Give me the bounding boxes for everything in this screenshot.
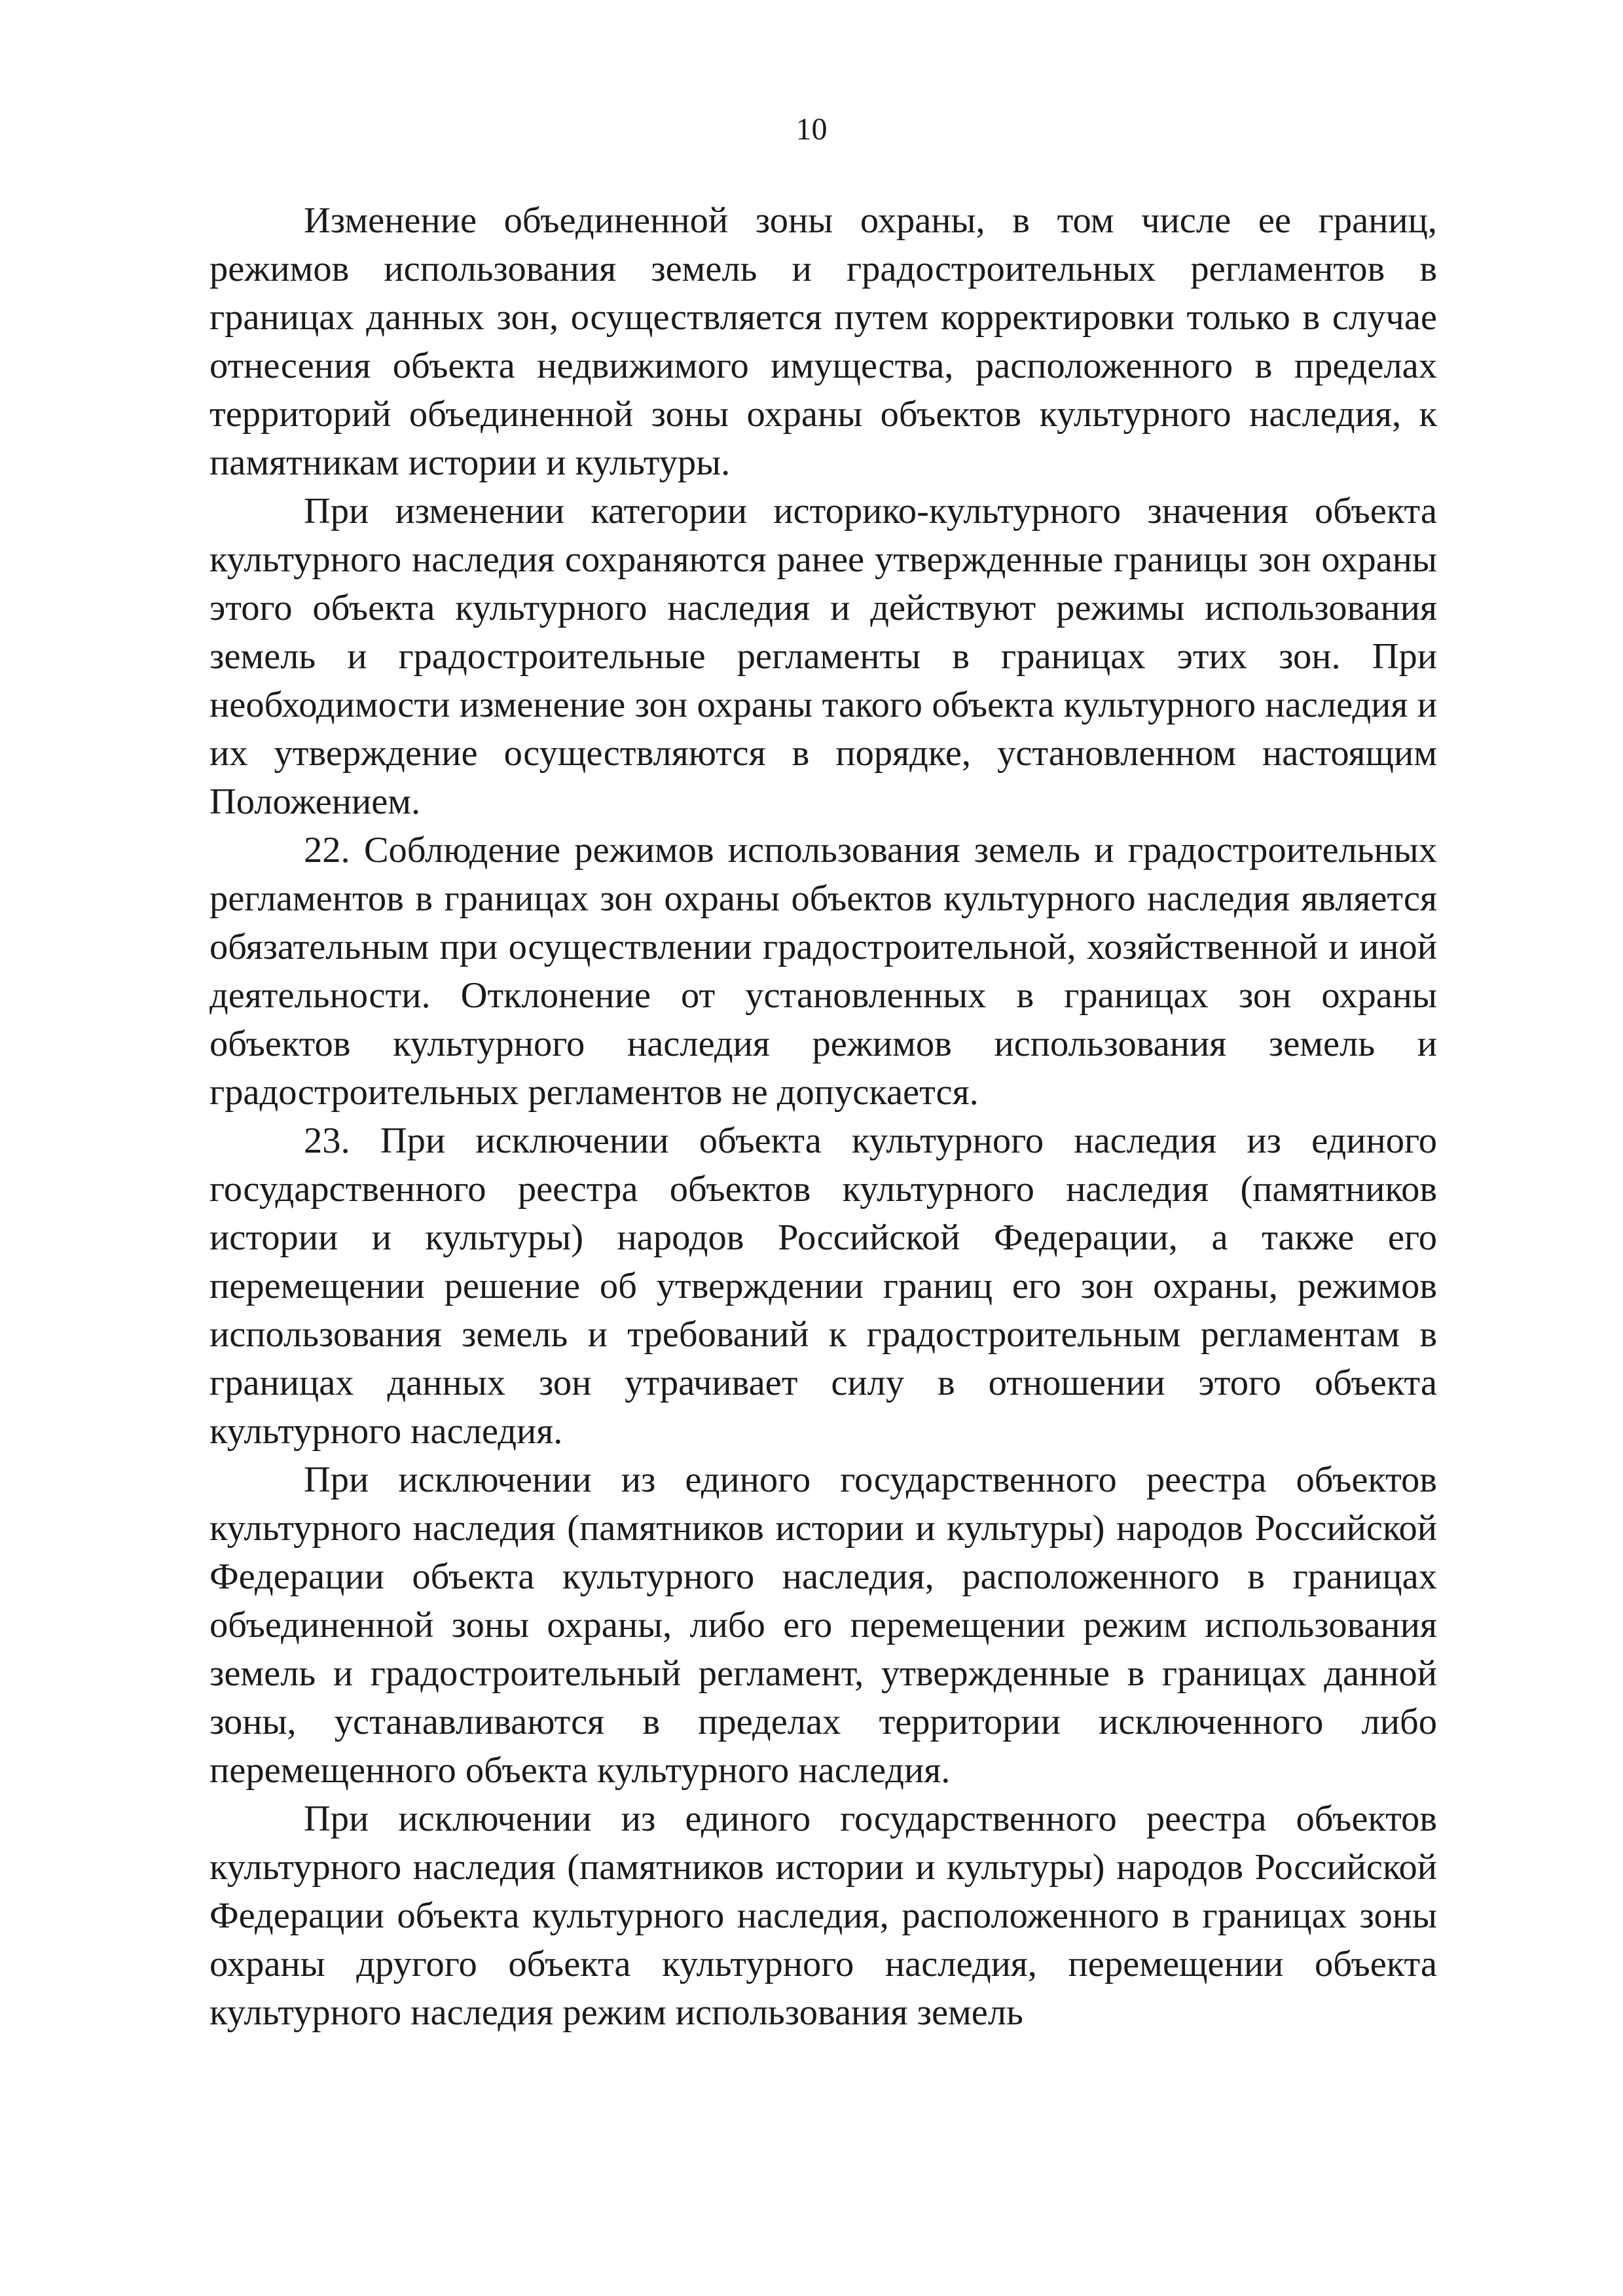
- paragraph-item-23: 23. При исключении объекта культурного наследия из единого государственного реестра объектов культурного наследия (памятников истории и культуры) народов Российской Федерации, а также его перемещении решение об утверждении границ его зон охраны, режимов использования земель и требований к градостроительным регламентам в границах данных зон утрачивает силу в отношении этого объекта культурного наследия.: [210, 1121, 1437, 1452]
- page-number: 10: [795, 112, 828, 147]
- paragraph-zone-change: Изменение объединенной зоны охраны, в том числе ее границ, режимов использования земель и градостроительных регламентов в границах данных зон, осуществляется путем корректировки только в случае отнесения объекта недвижимого имущества, расположенного в пределах территорий объединенной зоны охраны объектов культурного наследия, к памятникам истории и культуры.: [210, 200, 1437, 483]
- paragraph-exclusion-other-zone: При исключении из единого государственного реестра объектов культурного наследия (памятников истории и культуры) народов Российской Федерации объекта культурного наследия, расположенного в границах зоны охраны другого объекта культурного наследия, перемещении объекта культурного наследия режим использования земель: [210, 1799, 1437, 2033]
- paragraph-category-change: При изменении категории историко-культурного значения объекта культурного наследия сохраняются ранее утвержденные границы зон охраны этого объекта культурного наследия и действуют режимы использования земель и градостроительные регламенты в границах этих зон. При необходимости изменение зон охраны такого объекта культурного наследия и их утверждение осуществляются в порядке, установленном настоящим Положением.: [210, 491, 1437, 822]
- document-body: [210, 196, 1437, 2037]
- paragraph-item-22: 22. Соблюдение режимов использования земель и градостроительных регламентов в границах зон охраны объектов культурного наследия является обязательным при осуществлении градостроительной, хозяйственной и иной деятельности. Отклонение от установленных в границах зон охраны объектов культурного наследия режимов использования земель и градостроительных регламентов не допускается.: [210, 830, 1437, 1113]
- paragraph-exclusion-combined-zone: При исключении из единого государственного реестра объектов культурного наследия (памятников истории и культуры) народов Российской Федерации объекта культурного наследия, расположенного в границах объединенной зоны охраны, либо его перемещении режим использования земель и градостроительный регламент, утвержденные в границах данной зоны, устанавливаются в пределах территории исключенного либо перемещенного объекта культурного наследия.: [210, 1460, 1437, 1791]
